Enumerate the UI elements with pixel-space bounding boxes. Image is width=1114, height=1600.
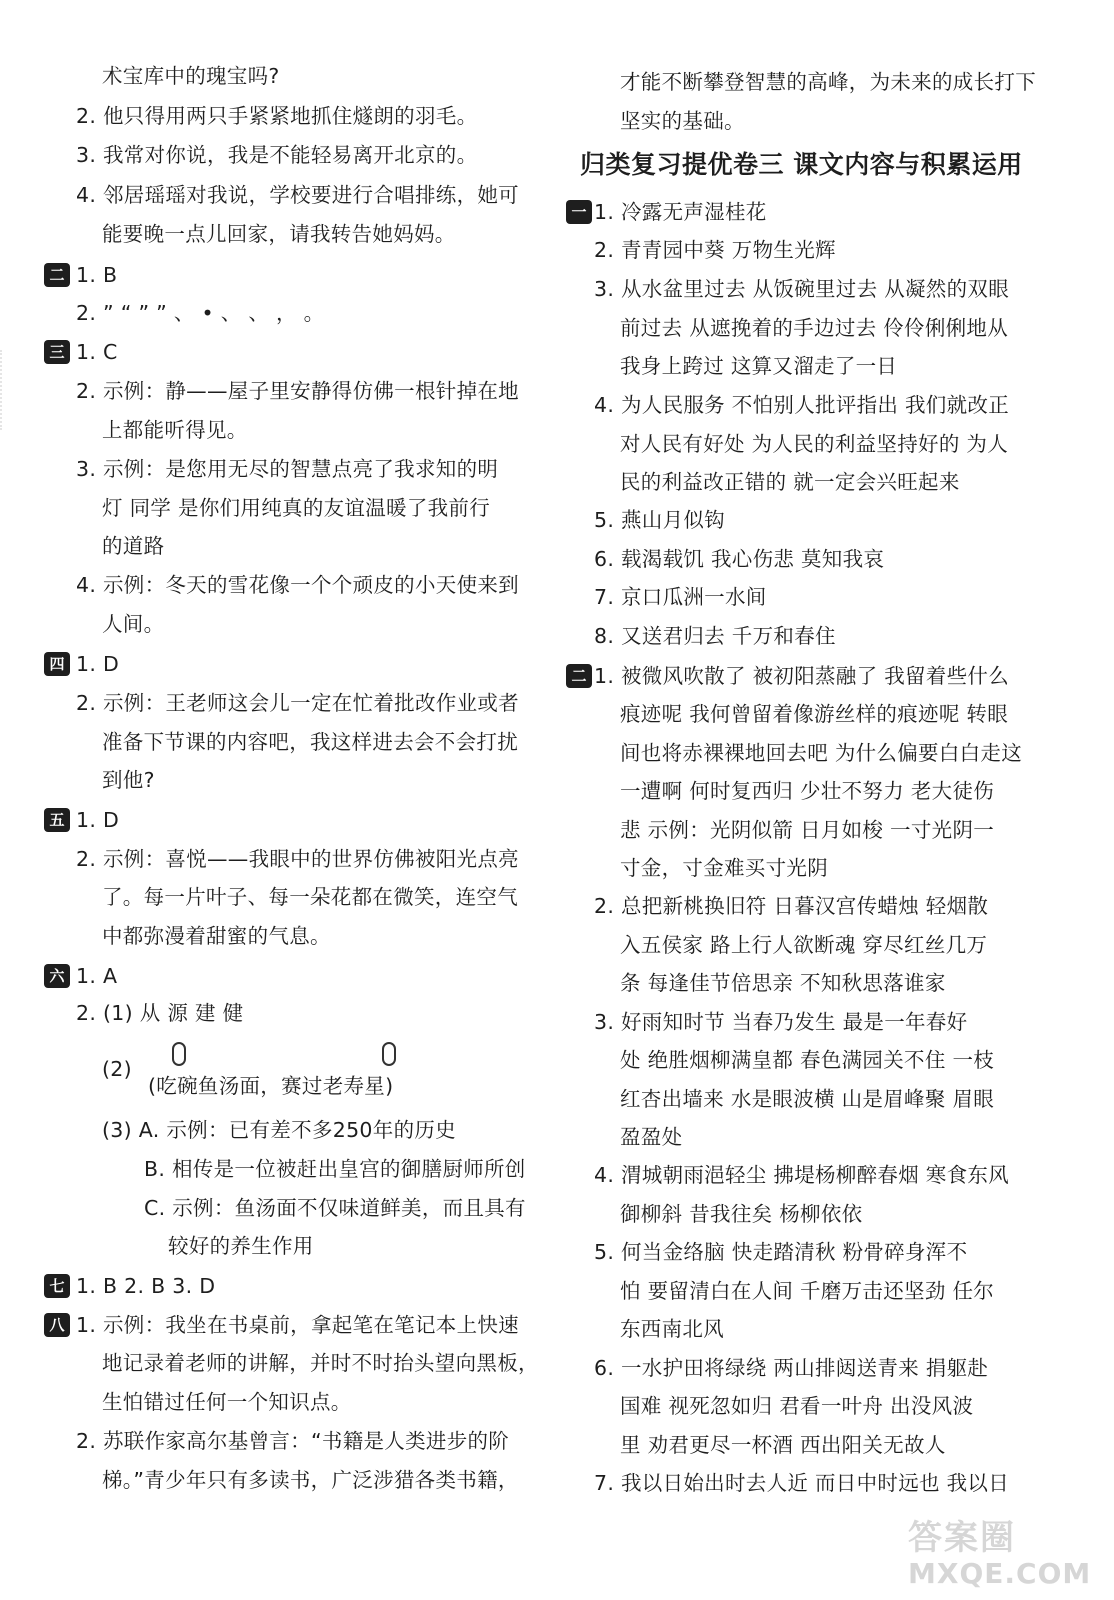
answer-line: (吃碗鱼汤面，赛过老寿星) xyxy=(148,1074,394,1098)
answer-line: 5. 何当金络脑 快走踏清秋 粉骨碎身浑不 xyxy=(594,1240,968,1264)
answer-line: 2. ” “ ” ” 、 • 、 、 ， 。 xyxy=(76,301,325,325)
answer-line: 到他? xyxy=(102,768,155,792)
answer-line: 坚实的基础。 xyxy=(620,109,745,133)
answer-line: 术宝库中的瑰宝吗? xyxy=(102,64,280,88)
answer-line: 4. 为人民服务 不怕别人批评指出 我们就改正 xyxy=(594,393,1010,417)
section-number-badge: 四 xyxy=(44,652,70,676)
answer-line: 2. 示例：王老师这会儿一定在忙着批改作业或者 xyxy=(76,691,519,715)
answer-line: 国难 视死忽如归 君看一叶舟 出没风波 xyxy=(620,1394,974,1418)
answer-line: 1. 示例：我坐在书桌前，拿起笔在笔记本上快速 xyxy=(76,1313,519,1337)
answer-line: 6. 载渴载饥 我心伤悲 莫知我哀 xyxy=(594,547,885,571)
answer-line: 怕 要留清白在人间 千磨万击还坚劲 任尔 xyxy=(620,1279,995,1303)
answer-line: 民的利益改正错的 就一定会兴旺起来 xyxy=(620,470,960,494)
section-number-badge: 八 xyxy=(44,1313,70,1337)
answer-line: 灯 同学 是你们用纯真的友谊温暖了我前行 xyxy=(102,496,491,520)
answer-line: 2. (1) 从 源 建 健 xyxy=(76,1001,244,1025)
answer-line: 7. 我以日始出时去人近 而日中时远也 我以日 xyxy=(594,1471,1010,1495)
answer-line: 1. D xyxy=(76,808,120,832)
answer-line: 前过去 从遮挽着的手边过去 伶伶俐俐地从 xyxy=(620,316,1009,340)
answer-line: 地记录着老师的讲解，并时不时抬头望向黑板， xyxy=(102,1351,539,1375)
answer-line: 梯。”青少年只有多读书，广泛涉猎各类书籍， xyxy=(102,1468,519,1492)
answer-line: 里 劝君更尽一杯酒 西出阳关无故人 xyxy=(620,1433,946,1457)
answer-line: 3. 示例：是您用无尽的智慧点亮了我求知的明 xyxy=(76,457,499,481)
watermark-top: 答案圈 xyxy=(908,1518,1016,1558)
answer-line: 5. 燕山月似钩 xyxy=(594,508,725,532)
answer-line: 3. 我常对你说，我是不能轻易离开北京的。 xyxy=(76,143,478,167)
answer-line: 2. 示例：静——屋子里安静得仿佛一根针掉在地 xyxy=(76,379,519,403)
section-number-badge: 五 xyxy=(44,808,70,832)
answer-line: 的道路 xyxy=(102,534,165,558)
answer-line: 1. B xyxy=(76,263,118,287)
answer-line: 处 绝胜烟柳满皇都 春色满园关不住 一枝 xyxy=(620,1048,995,1072)
section-number-badge: 二 xyxy=(566,664,592,688)
answer-line: 8. 又送君归去 千万和春住 xyxy=(594,624,836,648)
answer-line: 2. 苏联作家高尔基曾言：“书籍是人类进步的阶 xyxy=(76,1429,510,1453)
answer-line: 准备下节课的内容吧，我这样进去会不会打扰 xyxy=(102,730,518,754)
answer-line: (3) A. 示例：已有差不多250年的历史 xyxy=(102,1118,456,1142)
answer-line: 3. 好雨知时节 当春乃发生 最是一年春好 xyxy=(594,1010,968,1034)
answer-line: 2. 青青园中葵 万物生光辉 xyxy=(594,238,836,262)
answer-line: 了。每一片叶子、每一朵花都在微笑，连空气 xyxy=(102,885,518,909)
scan-edge-mark xyxy=(0,350,24,430)
answer-line: 生怕错过任何一个知识点。 xyxy=(102,1390,352,1414)
answer-line: 入五侯家 路上行人欲断魂 穿尽红丝几万 xyxy=(620,933,988,957)
answer-line: 3. 从水盆里过去 从饭碗里过去 从凝然的双眼 xyxy=(594,277,1010,301)
answer-line: 盈盈处 xyxy=(620,1125,683,1149)
answer-line: 6. 一水护田将绿绕 两山排闼送青来 捐躯赴 xyxy=(594,1356,989,1380)
answer-line: 我身上跨过 这算又溜走了一日 xyxy=(620,354,898,378)
section-number-badge: 三 xyxy=(44,340,70,364)
section-number-badge: 七 xyxy=(44,1274,70,1298)
watermark-logo xyxy=(908,1518,1098,1596)
answer-line: 1. A xyxy=(76,964,118,988)
section-title: 归类复习提优卷三 课文内容与积累运用 xyxy=(580,150,1023,179)
answer-line: 1. C xyxy=(76,340,118,364)
tone-mark-ring xyxy=(172,1042,186,1066)
tone-mark-ring xyxy=(382,1042,396,1066)
answer-line: 4. 邻居瑶瑶对我说，学校要进行合唱排练，她可 xyxy=(76,183,519,207)
answer-line: 7. 京口瓜洲一水间 xyxy=(594,585,767,609)
answer-line: 悲 示例：光阴似箭 日月如梭 一寸光阴一 xyxy=(620,818,995,842)
answer-line: 上都能听得见。 xyxy=(102,418,248,442)
answer-line: 才能不断攀登智慧的高峰，为未来的成长打下 xyxy=(620,70,1036,94)
answer-line: 2. 他只得用两只手紧紧地抓住燧朗的羽毛。 xyxy=(76,104,478,128)
answer-line: 2. 示例：喜悦——我眼中的世界仿佛被阳光点亮 xyxy=(76,847,519,871)
watermark-bottom: MXQE.COM xyxy=(908,1557,1092,1590)
answer-line: C. 示例：鱼汤面不仅味道鲜美，而且具有 xyxy=(144,1196,526,1220)
answer-line: 1. 被微风吹散了 被初阳蒸融了 我留着些什么 xyxy=(594,664,1010,688)
answer-line: 能要晚一点儿回家，请我转告她妈妈。 xyxy=(102,222,456,246)
answer-line: 1. D xyxy=(76,652,120,676)
section-number-badge: 二 xyxy=(44,263,70,287)
answer-line: 一遭啊 何时复西归 少壮不努力 老大徒伤 xyxy=(620,779,995,803)
answer-line: 人间。 xyxy=(102,612,165,636)
answer-line: 2. 总把新桃换旧符 日暮汉宫传蜡烛 轻烟散 xyxy=(594,894,989,918)
answer-line: 寸金，寸金难买寸光阴 xyxy=(620,856,828,880)
answer-line: (2) xyxy=(102,1057,132,1081)
answer-line: 东西南北风 xyxy=(620,1317,724,1341)
answer-line: B. 相传是一位被赶出皇宫的御膳厨师所创 xyxy=(144,1157,526,1181)
answer-line: 痕迹呢 我何曾留着像游丝样的痕迹呢 转眼 xyxy=(620,702,1009,726)
answer-line: 4. 渭城朝雨浥轻尘 拂堤杨柳醉春烟 寒食东风 xyxy=(594,1163,1010,1187)
section-number-badge: 六 xyxy=(44,964,70,988)
answer-line: 对人民有好处 为人民的利益坚持好的 为人 xyxy=(620,432,1009,456)
answer-line: 中都弥漫着甜蜜的气息。 xyxy=(102,924,331,948)
answer-line: 4. 示例：冬天的雪花像一个个顽皮的小天使来到 xyxy=(76,573,519,597)
answer-line: 红杏出墙来 水是眼波横 山是眉峰聚 眉眼 xyxy=(620,1087,995,1111)
section-number-badge: 一 xyxy=(566,200,592,224)
answer-line: 条 每逢佳节倍思亲 不知秋思落谁家 xyxy=(620,971,946,995)
answer-line: 间也将赤裸裸地回去吧 为什么偏要白白走这 xyxy=(620,741,1023,765)
answer-line: 御柳斜 昔我往矣 杨柳依依 xyxy=(620,1202,863,1226)
answer-line: 1. B 2. B 3. D xyxy=(76,1274,216,1298)
answer-line: 1. 冷露无声湿桂花 xyxy=(594,200,767,224)
answer-line: 较好的养生作用 xyxy=(168,1234,314,1258)
